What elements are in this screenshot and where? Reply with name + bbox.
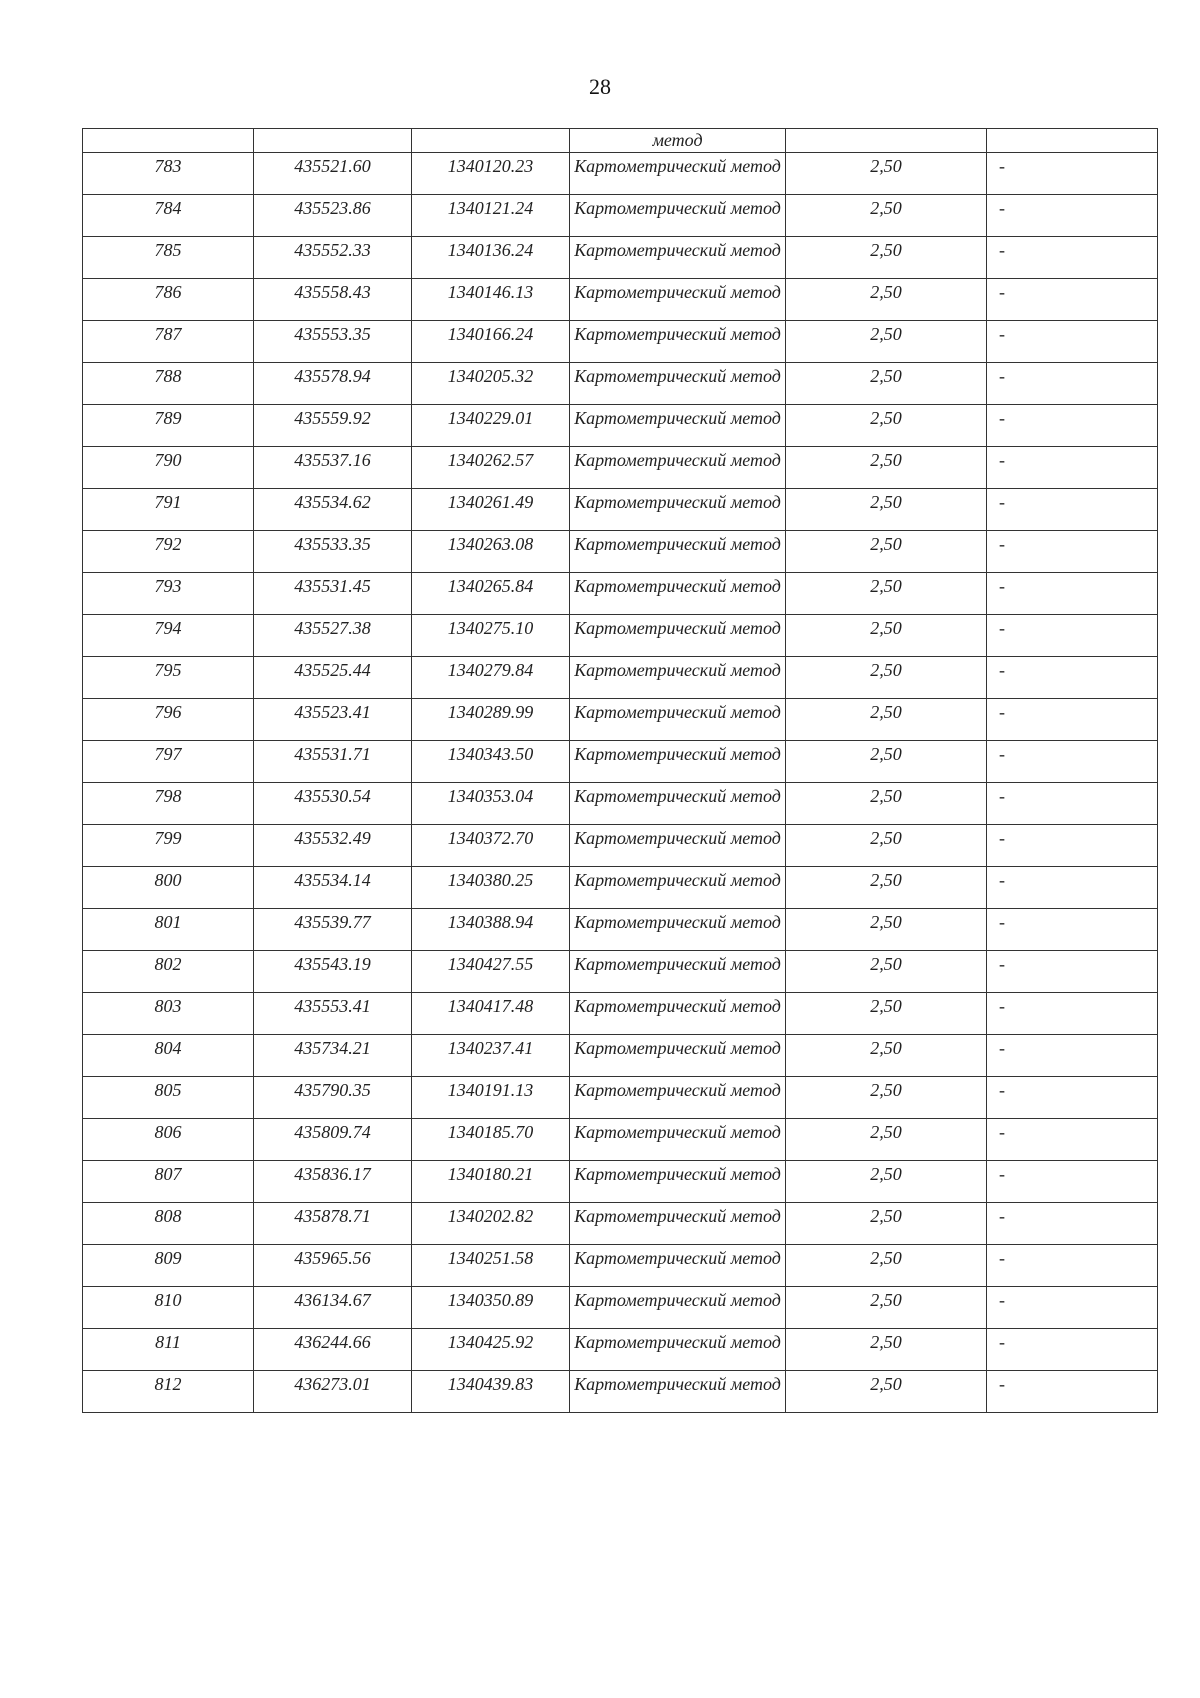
cell-x: 435578.94 (254, 363, 412, 405)
cell-point: 807 (83, 1161, 254, 1203)
cell-method: Картометрический метод (570, 573, 786, 615)
cell-method: Картометрический метод (570, 615, 786, 657)
cell-accuracy: 2,50 (786, 237, 987, 279)
cell-method: Картометрический метод (570, 1371, 786, 1413)
cell-point: 791 (83, 489, 254, 531)
table-row (83, 405, 1158, 447)
coordinates-table (82, 128, 1158, 1413)
cell-y: 1340279.84 (412, 657, 570, 699)
cell-point: 790 (83, 447, 254, 489)
table-row (83, 867, 1158, 909)
table-row (83, 657, 1158, 699)
cell-method: Картометрический метод (570, 1245, 786, 1287)
cell-method: Картометрический метод (570, 867, 786, 909)
cell-method: Картометрический метод (570, 1161, 786, 1203)
cell-point: 803 (83, 993, 254, 1035)
cell-y: 1340237.41 (412, 1035, 570, 1077)
cell-method: Картометрический метод (570, 531, 786, 573)
cell-note: - (987, 615, 1158, 657)
cell-x: 435553.35 (254, 321, 412, 363)
cell-x: 435532.49 (254, 825, 412, 867)
cell-y: 1340343.50 (412, 741, 570, 783)
cell-point: 800 (83, 867, 254, 909)
cell-point: 796 (83, 699, 254, 741)
cell-accuracy: 2,50 (786, 951, 987, 993)
cell-method: Картометрический метод (570, 153, 786, 195)
cell-x: 435543.19 (254, 951, 412, 993)
cell-point: 792 (83, 531, 254, 573)
table-row (83, 783, 1158, 825)
cell-x: 435530.54 (254, 783, 412, 825)
table-body (83, 129, 1158, 1413)
cell-y: 1340263.08 (412, 531, 570, 573)
table-row (83, 1161, 1158, 1203)
cell-accuracy: 2,50 (786, 1245, 987, 1287)
cell-point: 788 (83, 363, 254, 405)
cell-x: 435836.17 (254, 1161, 412, 1203)
cell-accuracy: 2,50 (786, 447, 987, 489)
cell-accuracy: 2,50 (786, 783, 987, 825)
cell-note: - (987, 1245, 1158, 1287)
cell-y: 1340350.89 (412, 1287, 570, 1329)
cell-x: 435558.43 (254, 279, 412, 321)
cell-accuracy: 2,50 (786, 531, 987, 573)
cell-accuracy: 2,50 (786, 1161, 987, 1203)
cell-method: Картометрический метод (570, 237, 786, 279)
table-row (83, 237, 1158, 279)
cell-y: 1340136.24 (412, 237, 570, 279)
cell-y: 1340439.83 (412, 1371, 570, 1413)
cell-y: 1340121.24 (412, 195, 570, 237)
cell-x: 435537.16 (254, 447, 412, 489)
cell-method: Картометрический метод (570, 1287, 786, 1329)
table-row (83, 1119, 1158, 1161)
cell-x: 435809.74 (254, 1119, 412, 1161)
cell-accuracy: 2,50 (786, 279, 987, 321)
table-row (83, 615, 1158, 657)
cell-y: 1340251.58 (412, 1245, 570, 1287)
cell-y: 1340353.04 (412, 783, 570, 825)
table-row (83, 1371, 1158, 1413)
cell-accuracy: 2,50 (786, 1119, 987, 1161)
cell-note: - (987, 951, 1158, 993)
cell-point: 806 (83, 1119, 254, 1161)
table-row (83, 699, 1158, 741)
cell-x: 435523.86 (254, 195, 412, 237)
cell-accuracy: 2,50 (786, 909, 987, 951)
cell-point: 805 (83, 1077, 254, 1119)
cell-note (987, 129, 1158, 153)
cell-accuracy: 2,50 (786, 825, 987, 867)
table-row (83, 363, 1158, 405)
cell-note: - (987, 909, 1158, 951)
cell-note: - (987, 237, 1158, 279)
cell-accuracy (786, 129, 987, 153)
cell-method: Картометрический метод (570, 1077, 786, 1119)
table-row (83, 573, 1158, 615)
cell-point: 794 (83, 615, 254, 657)
table-row (83, 153, 1158, 195)
cell-y: 1340262.57 (412, 447, 570, 489)
cell-x: 435531.71 (254, 741, 412, 783)
cell-method: Картометрический метод (570, 993, 786, 1035)
cell-x: 435552.33 (254, 237, 412, 279)
table-row (83, 1329, 1158, 1371)
page-number: 28 (589, 74, 611, 99)
cell-x: 435534.14 (254, 867, 412, 909)
cell-point: 811 (83, 1329, 254, 1371)
cell-method: Картометрический метод (570, 363, 786, 405)
table-row (83, 1203, 1158, 1245)
cell-note: - (987, 363, 1158, 405)
cell-x: 436134.67 (254, 1287, 412, 1329)
cell-y: 1340425.92 (412, 1329, 570, 1371)
cell-x: 435790.35 (254, 1077, 412, 1119)
table-row (83, 531, 1158, 573)
table-row (83, 195, 1158, 237)
cell-note: - (987, 1161, 1158, 1203)
cell-point: 795 (83, 657, 254, 699)
cell-method: Картометрический метод (570, 909, 786, 951)
cell-y: 1340261.49 (412, 489, 570, 531)
cell-point: 787 (83, 321, 254, 363)
cell-y: 1340417.48 (412, 993, 570, 1035)
cell-accuracy: 2,50 (786, 993, 987, 1035)
cell-y: 1340388.94 (412, 909, 570, 951)
cell-note: - (987, 1203, 1158, 1245)
cell-note: - (987, 783, 1158, 825)
cell-point: 802 (83, 951, 254, 993)
cell-accuracy: 2,50 (786, 489, 987, 531)
cell-y (412, 129, 570, 153)
cell-y: 1340380.25 (412, 867, 570, 909)
table-row (83, 951, 1158, 993)
cell-x: 436273.01 (254, 1371, 412, 1413)
cell-y: 1340265.84 (412, 573, 570, 615)
cell-method: Картометрический метод (570, 783, 786, 825)
table-row (83, 1287, 1158, 1329)
cell-y: 1340229.01 (412, 405, 570, 447)
cell-x: 435539.77 (254, 909, 412, 951)
cell-accuracy: 2,50 (786, 153, 987, 195)
cell-method: Картометрический метод (570, 195, 786, 237)
table-row (83, 1035, 1158, 1077)
cell-method: Картометрический метод (570, 699, 786, 741)
cell-point: 789 (83, 405, 254, 447)
cell-y: 1340427.55 (412, 951, 570, 993)
cell-note: - (987, 699, 1158, 741)
cell-method: Картометрический метод (570, 321, 786, 363)
cell-accuracy: 2,50 (786, 615, 987, 657)
cell-method: Картометрический метод (570, 447, 786, 489)
cell-method: Картометрический метод (570, 657, 786, 699)
cell-point: 799 (83, 825, 254, 867)
cell-accuracy: 2,50 (786, 1077, 987, 1119)
cell-x: 435531.45 (254, 573, 412, 615)
cell-point: 801 (83, 909, 254, 951)
cell-point: 786 (83, 279, 254, 321)
cell-x: 435553.41 (254, 993, 412, 1035)
cell-y: 1340180.21 (412, 1161, 570, 1203)
cell-point: 798 (83, 783, 254, 825)
table-row (83, 909, 1158, 951)
table-row (83, 993, 1158, 1035)
cell-note: - (987, 531, 1158, 573)
table-row (83, 825, 1158, 867)
cell-x: 435533.35 (254, 531, 412, 573)
cell-point: 784 (83, 195, 254, 237)
cell-note: - (987, 321, 1158, 363)
cell-note: - (987, 1287, 1158, 1329)
cell-y: 1340202.82 (412, 1203, 570, 1245)
cell-y: 1340275.10 (412, 615, 570, 657)
cell-x: 435559.92 (254, 405, 412, 447)
cell-note: - (987, 1035, 1158, 1077)
cell-y: 1340191.13 (412, 1077, 570, 1119)
table-row-continuation (83, 129, 1158, 153)
table-row (83, 741, 1158, 783)
cell-accuracy: 2,50 (786, 1203, 987, 1245)
cell-method: метод (570, 129, 786, 153)
cell-y: 1340185.70 (412, 1119, 570, 1161)
table-row (83, 321, 1158, 363)
cell-y: 1340372.70 (412, 825, 570, 867)
cell-note: - (987, 867, 1158, 909)
table-row (83, 1077, 1158, 1119)
cell-x: 435965.56 (254, 1245, 412, 1287)
cell-accuracy: 2,50 (786, 363, 987, 405)
cell-x: 435734.21 (254, 1035, 412, 1077)
cell-method: Картометрический метод (570, 1329, 786, 1371)
cell-x: 435525.44 (254, 657, 412, 699)
cell-x: 435523.41 (254, 699, 412, 741)
cell-note: - (987, 447, 1158, 489)
cell-note: - (987, 741, 1158, 783)
cell-note: - (987, 657, 1158, 699)
table-row (83, 279, 1158, 321)
cell-accuracy: 2,50 (786, 1287, 987, 1329)
cell-point: 804 (83, 1035, 254, 1077)
cell-point: 793 (83, 573, 254, 615)
cell-note: - (987, 1077, 1158, 1119)
cell-method: Картометрический метод (570, 741, 786, 783)
cell-accuracy: 2,50 (786, 195, 987, 237)
cell-method: Картометрический метод (570, 405, 786, 447)
cell-method: Картометрический метод (570, 1035, 786, 1077)
cell-y: 1340120.23 (412, 153, 570, 195)
cell-y: 1340205.32 (412, 363, 570, 405)
cell-point: 783 (83, 153, 254, 195)
cell-point: 810 (83, 1287, 254, 1329)
cell-x: 435527.38 (254, 615, 412, 657)
cell-accuracy: 2,50 (786, 1329, 987, 1371)
cell-method: Картометрический метод (570, 951, 786, 993)
cell-note: - (987, 1119, 1158, 1161)
cell-point: 812 (83, 1371, 254, 1413)
cell-note: - (987, 279, 1158, 321)
cell-x: 435878.71 (254, 1203, 412, 1245)
cell-note: - (987, 993, 1158, 1035)
cell-note: - (987, 153, 1158, 195)
cell-x: 435534.62 (254, 489, 412, 531)
cell-note: - (987, 825, 1158, 867)
cell-point: 797 (83, 741, 254, 783)
table-row (83, 447, 1158, 489)
cell-method: Картометрический метод (570, 825, 786, 867)
cell-note: - (987, 489, 1158, 531)
cell-method: Картометрический метод (570, 1203, 786, 1245)
cell-accuracy: 2,50 (786, 405, 987, 447)
cell-y: 1340146.13 (412, 279, 570, 321)
cell-accuracy: 2,50 (786, 573, 987, 615)
cell-y: 1340289.99 (412, 699, 570, 741)
cell-method: Картометрический метод (570, 489, 786, 531)
cell-x (254, 129, 412, 153)
cell-point (83, 129, 254, 153)
cell-accuracy: 2,50 (786, 1371, 987, 1413)
cell-note: - (987, 1371, 1158, 1413)
cell-accuracy: 2,50 (786, 321, 987, 363)
cell-point: 785 (83, 237, 254, 279)
table-row (83, 1245, 1158, 1287)
cell-x: 435521.60 (254, 153, 412, 195)
cell-accuracy: 2,50 (786, 657, 987, 699)
cell-method: Картометрический метод (570, 1119, 786, 1161)
cell-accuracy: 2,50 (786, 699, 987, 741)
cell-accuracy: 2,50 (786, 1035, 987, 1077)
cell-accuracy: 2,50 (786, 741, 987, 783)
cell-x: 436244.66 (254, 1329, 412, 1371)
cell-y: 1340166.24 (412, 321, 570, 363)
cell-note: - (987, 195, 1158, 237)
cell-method: Картометрический метод (570, 279, 786, 321)
cell-point: 809 (83, 1245, 254, 1287)
cell-accuracy: 2,50 (786, 867, 987, 909)
cell-note: - (987, 573, 1158, 615)
table-row (83, 489, 1158, 531)
cell-note: - (987, 405, 1158, 447)
cell-note: - (987, 1329, 1158, 1371)
cell-point: 808 (83, 1203, 254, 1245)
